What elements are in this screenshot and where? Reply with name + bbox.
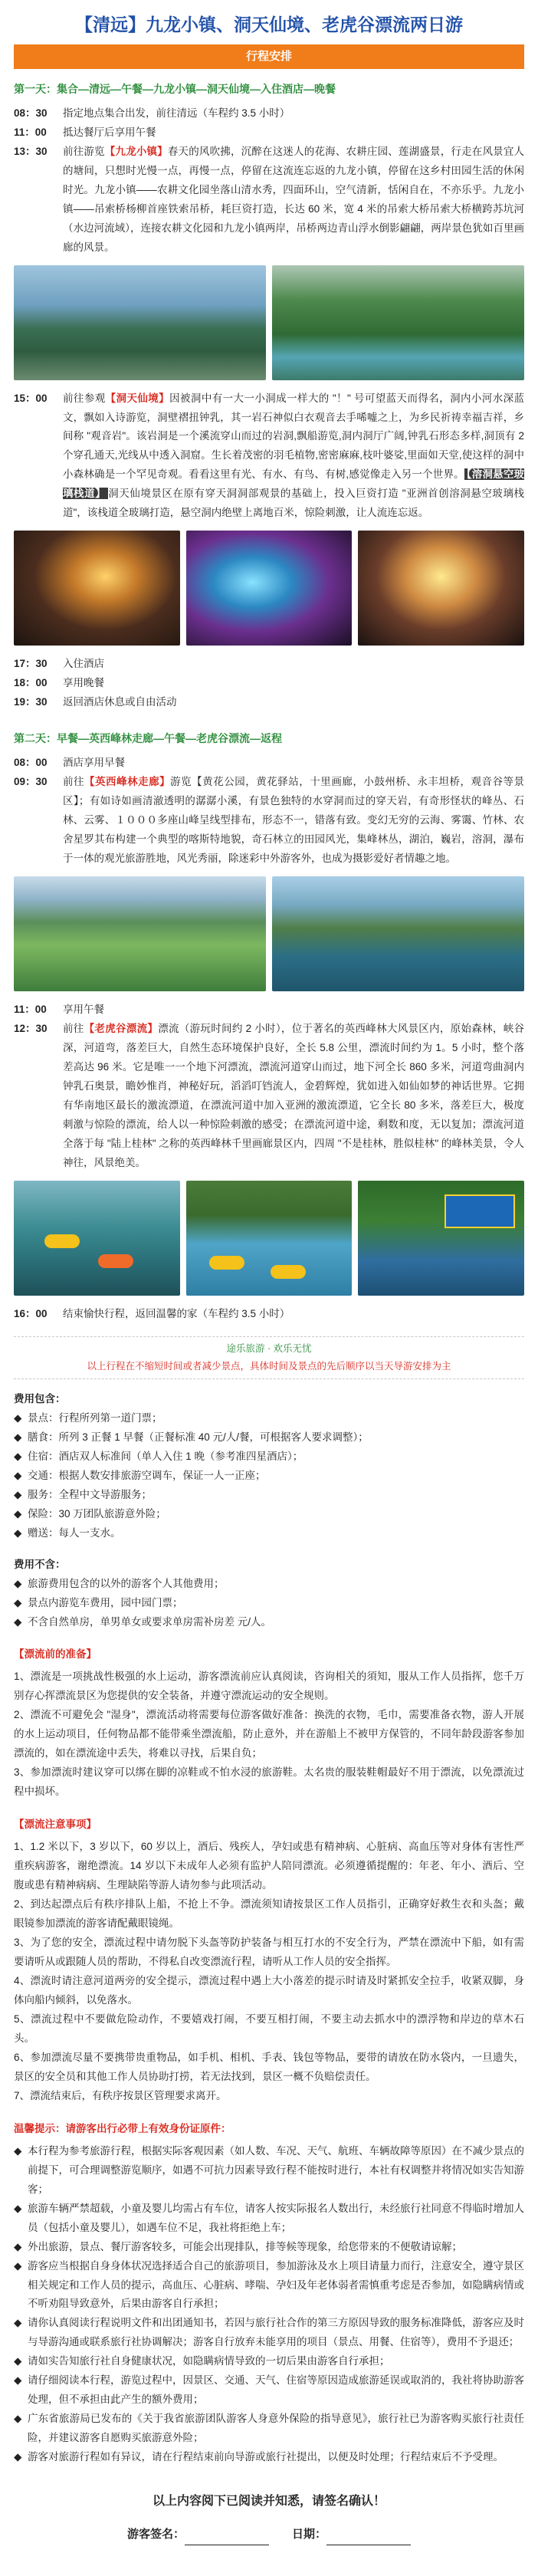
time-label: 18：00 — [14, 677, 48, 689]
time-label: 12：30 — [14, 1022, 48, 1034]
day2-item — [14, 1305, 524, 1324]
day2-item-rafting — [14, 1020, 524, 1173]
raft-shape — [209, 1256, 244, 1270]
rafting-note-item: 5、漂流过程中不要做危险动作，不要嬉戏打闹，不要互相打闹，不要主动去抓水中的漂浮物和岸边的草木石头。 — [14, 2013, 524, 2044]
list-item: ◆ 膳食：所列 3 正餐 1 早餐（正餐标准 40 元/人/餐，可根据客人要求调整）； — [14, 1431, 369, 1443]
day1-item — [14, 104, 524, 123]
item-text — [63, 773, 524, 869]
list-item: ◆ 交通：根据人数安排旅游空调车，保证一人一正座； — [14, 1469, 266, 1481]
list-item: ◆ 广东省旅游局已发布的《关于我省旅游团队游客人身意外保险的指导意见》，旅行社已为游客购买旅行社责任险，并建议游客自愿购买旅游意外险； — [14, 2413, 524, 2444]
time-label: 09：30 — [14, 776, 48, 788]
item-text — [63, 1020, 524, 1173]
highlight-jiulong: 【九龙小镇】 — [104, 145, 168, 157]
confirmation-line: 以上内容阅下已阅读并知悉，请签名确认！ — [152, 2495, 385, 2509]
item-body: 漂流（游玩时间约 2 小时），位于著名的英西峰林大风景区内，原始森林，峡谷深，河道弯，落差巨大，自然生态环境保护良好，全长 5.8 公里，漂流时间约为 1。5 小时，整个落差高达 96 米。它是唯一一个地下河漂流，漂流河道穿山而过，地下河全长 860 多米，河道弯曲洞内钟乳石奥景，瞻妙惟肖，神秘好玩，滔滔叮铛流人，金碧辉煌，犹如进入如仙如梦的神话世界。它拥有华南地区最长的激流漂道，在漂流河道中加入亚洲的激流漂道，它全长 80 多米，落差巨大，极度刺激与惊险的漂流，给人以一种惊险刺激的感受；在漂流河道中途，剩数和度，无以复加；漂流河道全落于每 "陆上桂林" 之称的英西峰林千里画廊景区内，四周 "不是桂林，胜似桂林" 的峰林美景，令人神往，风景绝美。 — [63, 1022, 525, 1168]
item-text: 享用晚餐 — [63, 677, 104, 689]
photo-cave-2 — [186, 531, 353, 646]
time-label: 08：00 — [14, 757, 48, 769]
day2-item — [14, 754, 524, 773]
time-label: 19：30 — [14, 696, 48, 708]
item-body: 因被洞中有一大一小洞成一样大的 "！" 号可望蓝天而得名，洞内小河水深蓝文，飘如入诗游览，洞壁褶扭钟乳，其一岩石神似白衣观音去手唏嘘之上，为乡民祈祷幸福吉祥，乡间称 "观音岩"。该岩洞是一个溪流穿山而过的岩洞,飘船游览,洞内洞厅广阔,钟乳石形态多样,洞顶有 2 个穿孔通天,光线从中透入洞窟。生长着茂密的羽毛植物,密密麻麻,枝叶婆娑,里面如天堂,使这样的洞中小森林确是一个罕见奇观。看看这里有光、有水、有鸟、有树,感觉像走入另一个世界。 — [63, 392, 525, 481]
note-schedule: 以上行程在不缩短时间或者减少景点，具体时间及景点的先后顺序以当天导游安排为主 — [87, 1360, 451, 1372]
day2-item-fenglin — [14, 773, 524, 869]
list-item: ◆ 请如实告知旅行社自身健康状况，如隐瞒病情导致的一切后果由游客自行承担； — [14, 2355, 390, 2367]
item-text: 抵达餐厅后享用午餐 — [63, 126, 156, 138]
item-text: 指定地点集合出发，前往清远（车程约 3.5 小时） — [63, 107, 290, 119]
time-label: 11：00 — [14, 126, 47, 138]
item-text: 结束愉快行程，返回温馨的家（车程约 3.5 小时） — [63, 1307, 290, 1319]
notes-block — [14, 1336, 524, 1379]
item-text: 享用午餐 — [63, 1003, 104, 1015]
rafting-note-item: 1、1.2 米以下，3 岁以下，60 岁以上，酒后、残疾人，孕妇或患有精神病、心脏病、高血压等对身体有害性严重疾病游客，谢绝漂流。14 岁以下未成年人必须有监护人陪同漂流。必须遵循提醒的：年老、年小、酒后、空腹或患有精神病病、生理缺陷等游人请勿参与此项活动。 — [14, 1841, 524, 1891]
raft-shape — [271, 1265, 306, 1279]
list-item: ◆ 旅游费用包含的以外的游客个人其他费用； — [14, 1577, 225, 1589]
list-item: ◆ 赠送：每人一支水。 — [14, 1526, 121, 1539]
divider — [14, 1378, 524, 1379]
item-body-2: 洞天仙境景区在原有穿天洞洞部观景的基础上，投入巨资打造 "亚洲首创溶洞悬空玻璃栈道"，该栈道全玻璃打造，悬空洞内绝壁上离地百米，惊险刺激，让人流连忘返。 — [63, 488, 525, 519]
time-label: 16：00 — [14, 1307, 48, 1319]
item-text: 入住酒店 — [63, 658, 104, 670]
item-prefix: 前往游览 — [63, 145, 105, 157]
reminder-list — [14, 2142, 524, 2467]
rafting-prep-title: 【漂流前的准备】 — [14, 1648, 97, 1661]
list-item: ◆ 旅游车辆严禁超载，小童及婴儿均需占有车位，请客人按实际报名人数出行，未经旅行社同意不得临时增加人员（包括小童及婴儿），如遇车位不足，我社将拒绝上车； — [14, 2202, 524, 2233]
list-item: ◆ 住宿：酒店双人标准间（单人入住 1 晚（参考准四星酒店）； — [14, 1450, 303, 1462]
list-item: ◆ 请仔细阅读本行程，游览过程中，因景区、交通、天气、住宿等原因造成旅游延误或取消的，我社将协助游客处理，但不承担由此产生的额外费用； — [14, 2374, 524, 2406]
rafting-prep-item: 1、漂流是一项挑战性极强的水上运动，游客漂流前应认真阅读，咨询相关的須知，服从工作人员指挥，您千万别存心挥漂流景区为您提供的安全装备，并遵守漂流运动的安全规则。 — [14, 1671, 524, 1702]
photo-rafting-1 — [14, 1181, 180, 1296]
photo-cave-3 — [358, 531, 524, 646]
day1-item — [14, 123, 524, 143]
day1-item — [14, 655, 524, 674]
photo-jiulong-valley — [272, 265, 524, 380]
item-text — [63, 389, 524, 524]
rafting-note-item: 7、漂流结束后，有秩序按景区管理要求离开。 — [14, 2089, 227, 2101]
signature-row — [14, 2524, 524, 2545]
day1-item-jiulong — [14, 143, 524, 258]
highlight-fenglin: 【英西峰林走廊】 — [84, 776, 171, 788]
item-body: 游览【黄花公园，黄花驿站，十里画廊，小鼓州桥、永丰坦桥，观音谷等景区】；有如诗如画清澈透明的潺潺小溪，有景色独特的水穿洞而过的穿天岩，有奇形怪状的峰丛、石林、云雾、１０００多座山峰呈线型排布，形态不一，错落有致。变幻无穷的云海、雾霭、竹林、农舍星罗其布构建一个典型的喀斯特地貌，奇石林立的田园风光，集峰林丛，湖泊，巍岩，溶洞，瀑布于一体的观光旅游胜地，风光秀丽，除迷彩中外游客外，也成为摄影爱好者情趣之地。 — [63, 776, 525, 864]
list-item: ◆ 景点：行程所列第一道门票； — [14, 1411, 162, 1424]
list-item: ◆ 保险：30 万团队旅游意外险； — [14, 1507, 166, 1520]
list-item: ◆ 景点内游览车费用，园中园门票； — [14, 1596, 183, 1608]
time-label: 17：30 — [14, 658, 48, 670]
page — [14, 0, 524, 2545]
time-label: 11：00 — [14, 1003, 47, 1015]
item-body: 春天的风吹拂，沉醉在这迷人的花海、农耕庄园、莲湖盛景，行走在风景宜人的塘间，只想时光慢一点，再慢一点，停留在这流连忘返的九龙小镇，停留在这乡村田园生活的休闲时光。九龙小镇——农耕文化园坐落山清水秀，四面环山，空气清新，恬闲自在，不亦乐乎。九龙小镇——吊索桥杨柳首座铁索吊桥，耗巨资打造，长达 60 米，宽 4 米的吊索大桥吊索大桥横跨苏坑河（水边河流域），连接农耕文化园和九龙小镇两岸，吊桥两边青山浮水倒影翩翩，两岸景色犹如百里画廊的风景。 — [63, 145, 525, 253]
park-sign — [445, 1194, 515, 1228]
time-label: 15：00 — [14, 392, 48, 404]
day1-item — [14, 674, 524, 693]
photo-rafting-2 — [186, 1181, 353, 1296]
rafting-prep-item: 3、参加漂流时建议穿可以绑在脚的凉鞋或不怕水浸的旅游鞋。太名贵的服装鞋帽最好不用于漂流，以免漂流过程中损坏。 — [14, 1766, 524, 1798]
note-slogan: 途乐旅游 · 欢乐无忧 — [226, 1342, 312, 1354]
day1-item — [14, 693, 524, 712]
rafting-note-item: 4、漂流时请注意河道两旁的安全提示，漂流过程中遇上大小落差的提示时请及时紧抓安全拉手，收紧双脚，身体向船内倾斜，以免落水。 — [14, 1974, 524, 2006]
day1-title: 第一天：集合—清远—午餐—九龙小镇—洞天仙境—入住酒店—晚餐 — [14, 82, 336, 95]
fees-included-list — [14, 1409, 524, 1543]
signature-field[interactable] — [127, 2524, 269, 2545]
date-field[interactable] — [292, 2524, 411, 2545]
date-label: 日期： — [292, 2527, 327, 2541]
photo-row-cave — [14, 531, 524, 646]
itinerary-header-bar: 行程安排 — [14, 44, 524, 69]
highlight-rafting: 【老虎谷漂流】 — [84, 1022, 159, 1034]
list-item: ◆ 游客对旅游行程如有异议，请在行程结束前向导游或旅行社提出，以便及时处理；行程结束后不予受理。 — [14, 2451, 504, 2463]
list-item: ◆ 请你认真阅读行程说明文件和出团通知书，若因与旅行社合作的第三方原因导致的服务标准降低，游客应及时与导游沟通或联系旅行社协调解决；游客自行放弃未能享用的项目（景点、用餐、住宿等），费用不予退还； — [14, 2317, 524, 2348]
rafting-prep-item: 2、漂流不可避免会 "湿身"，漂流活动将需要每位游客做好准备：换洗的衣物，毛巾，需要准备衣物，游人开展的水上运动项目，任何物品都不能带乘坐漂流船，防止意外，并在游船上不被甲方保管的，不同年龄段游客参加漂流的，如在漂流途中丢失，将难以寻找，后果自负； — [14, 1709, 524, 1760]
photo-jiulong-bridge — [14, 265, 266, 380]
rafting-note-item: 3、为了您的安全，漂流过程中请勿脱下头盔等防护装备与相互打水的不安全行为，严禁在漂流中下船，如有需要请听从或跟随人员的帮助，不得私自改变漂流行程，请听从工作人员的安全指挥。 — [14, 1937, 524, 1968]
rafting-note-item: 6、参加漂流尽量不要携带贵重物品，如手机、相机、手表、钱包等物品，要带的请放在防水袋内，一旦遗失，景区的安全员和其他工作人员协助打捞，若无法找到，景区一概不负赔偿责任。 — [14, 2051, 524, 2082]
reminder-title: 温馨提示：请游客出行必带上有效身份证原件： — [14, 2122, 231, 2134]
page-title: 【清远】九龙小镇、洞天仙境、老虎谷漂流两日游 — [75, 15, 463, 34]
day2-item — [14, 1001, 524, 1020]
list-item: ◆ 服务：全程中文导游服务； — [14, 1488, 152, 1500]
photo-fenglin-fields — [14, 876, 266, 991]
list-item: ◆ 本行程为参考旅游行程，根据实际客观因素（如人数、车况、天气、航班、车辆故障等原因）在不减少景点的前提下，可合理调整游览顺序，如遇不可抗力因素导致行程不能按时进行，本社有权调整并将情况如实告知游客； — [14, 2144, 524, 2195]
raft-shape — [44, 1234, 80, 1248]
photo-fenglin-lake — [272, 876, 524, 991]
list-item: ◆ 外出旅游，景点、餐厅游客较多，可能会出现排队，排等候等现象，给您带来的不便敬请谅解； — [14, 2240, 462, 2252]
list-item: ◆ 游客应当根据自身身体状况选择适合自己的旅游项目，参加游泳及水上项目请量力而行，注意安全，遵守景区相关规定和工作人员的提示，高血压、心脏病、哮喘、孕妇及年老体弱者需慎重考虑是否参加，如隐瞒病情或不听劝阻导致意外，后果由游客自行承担； — [14, 2259, 524, 2310]
fees-included-title: 费用包含： — [14, 1392, 66, 1405]
highlight-glass-walkway: 【溶洞悬空玻璃栈道】 — [63, 468, 525, 500]
time-label: 13：30 — [14, 145, 48, 157]
list-item: ◆ 不含自然单房，单男单女或要求单房需补房差 元/人。 — [14, 1615, 272, 1628]
photo-cave-1 — [14, 531, 180, 646]
day2-title: 第二天：早餐—英西峰林走廊—午餐—老虎谷漂流—返程 — [14, 732, 282, 745]
item-prefix: 前往 — [63, 776, 85, 788]
rafting-note-item: 2、到达起漂点后有秩序排队上船，不抢上不争。漂流须知请按景区工作人员指引，正确穿好救生衣和头盔；戴眼镜参加漂流的游客请配戴眼镜绳。 — [14, 1898, 524, 1930]
photo-row-rafting — [14, 1181, 524, 1296]
highlight-cave: 【洞天仙境】 — [105, 392, 170, 404]
item-text: 酒店享用早餐 — [63, 757, 125, 769]
fees-excluded-title: 费用不含： — [14, 1558, 66, 1570]
rafting-notes-title: 【漂流注意事项】 — [14, 1819, 97, 1831]
day1-item-cave — [14, 389, 524, 524]
time-label: 08：30 — [14, 107, 48, 119]
item-prefix: 前往 — [63, 1022, 84, 1034]
divider — [14, 1336, 524, 1337]
item-text — [63, 143, 524, 258]
photo-row-jiulong — [14, 265, 524, 380]
signature-label: 游客签名： — [126, 2527, 185, 2541]
item-text: 返回酒店休息或自由活动 — [63, 696, 177, 708]
fees-excluded-list — [14, 1575, 524, 1632]
photo-row-fenglin — [14, 876, 524, 991]
raft-shape — [98, 1254, 133, 1268]
photo-rafting-park — [358, 1181, 524, 1296]
item-prefix: 前往参观 — [63, 392, 106, 404]
